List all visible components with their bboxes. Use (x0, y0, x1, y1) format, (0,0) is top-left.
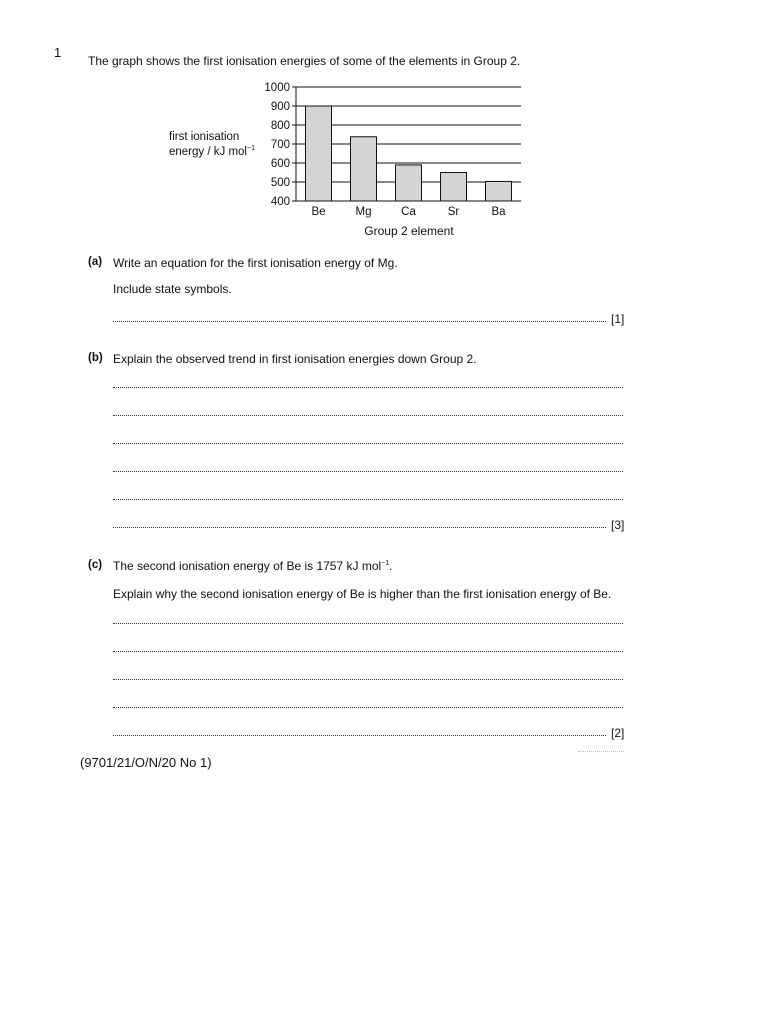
part-c-marks: [2] (611, 726, 625, 740)
part-a-label: (a) (88, 256, 103, 268)
y-axis-label-line1: first ionisation (169, 131, 240, 143)
x-tick-label-be: Be (311, 206, 326, 218)
part-c-label: (c) (88, 559, 103, 571)
part-c-statement: The second ionisation energy of Be is 1757 kJ mol$^{-1}$. (113, 559, 393, 573)
x-tick-label-ba: Ba (491, 206, 506, 218)
scan-artifact (578, 751, 624, 755)
source-reference: (9701/21/O/N/20 No 1) (80, 755, 212, 770)
answer-line-c1[interactable] (113, 622, 623, 624)
question-number: 1 (54, 45, 62, 60)
answer-line-c3[interactable] (113, 678, 623, 680)
ionisation-energy-chart (160, 76, 540, 246)
answer-line-b1[interactable] (113, 386, 623, 388)
bar-be (306, 106, 332, 201)
part-a-instruction: Include state symbols. (113, 282, 232, 296)
y-tick-label: 400 (270, 196, 290, 208)
question-intro: The graph shows the first ionisation energies of some of the elements in Group 2. (88, 54, 521, 68)
answer-line-b2[interactable] (113, 414, 623, 416)
answer-line-b5[interactable] (113, 498, 623, 500)
answer-line-b3[interactable] (113, 442, 623, 444)
answer-line-c2[interactable] (113, 650, 623, 652)
y-tick-label: 900 (270, 101, 290, 113)
answer-line-a1[interactable] (113, 320, 606, 322)
part-c-question: Explain why the second ionisation energy of Be is higher than the first ionisation energy of Be. (113, 587, 612, 601)
bar-ca (396, 165, 422, 201)
bar-sr (441, 173, 467, 202)
x-tick-label-sr: Sr (447, 206, 460, 218)
y-tick-label: 1000 (264, 82, 290, 94)
y-tick-label: 700 (270, 139, 290, 151)
bar-mg (351, 137, 377, 201)
part-a-question: Write an equation for the first ionisation energy of Mg. (113, 256, 398, 270)
answer-line-b4[interactable] (113, 470, 623, 472)
x-axis-label: Group 2 element (364, 224, 454, 238)
y-tick-label: 600 (270, 158, 290, 170)
y-axis-label-line2: energy / kJ mol$^{-1}$ (169, 145, 255, 158)
y-tick-label: 500 (270, 177, 290, 189)
x-tick-label-ca: Ca (401, 206, 416, 218)
y-tick-label: 800 (270, 120, 290, 132)
answer-line-c5[interactable] (113, 734, 606, 736)
part-b-marks: [3] (611, 518, 625, 532)
bar-ba (486, 181, 512, 201)
x-tick-label-mg: Mg (355, 206, 372, 218)
answer-line-c4[interactable] (113, 706, 623, 708)
answer-line-b6[interactable] (113, 526, 606, 528)
part-b-question: Explain the observed trend in first ionisation energies down Group 2. (113, 352, 477, 366)
part-a-marks: [1] (611, 312, 625, 326)
part-b-label: (b) (88, 352, 103, 364)
